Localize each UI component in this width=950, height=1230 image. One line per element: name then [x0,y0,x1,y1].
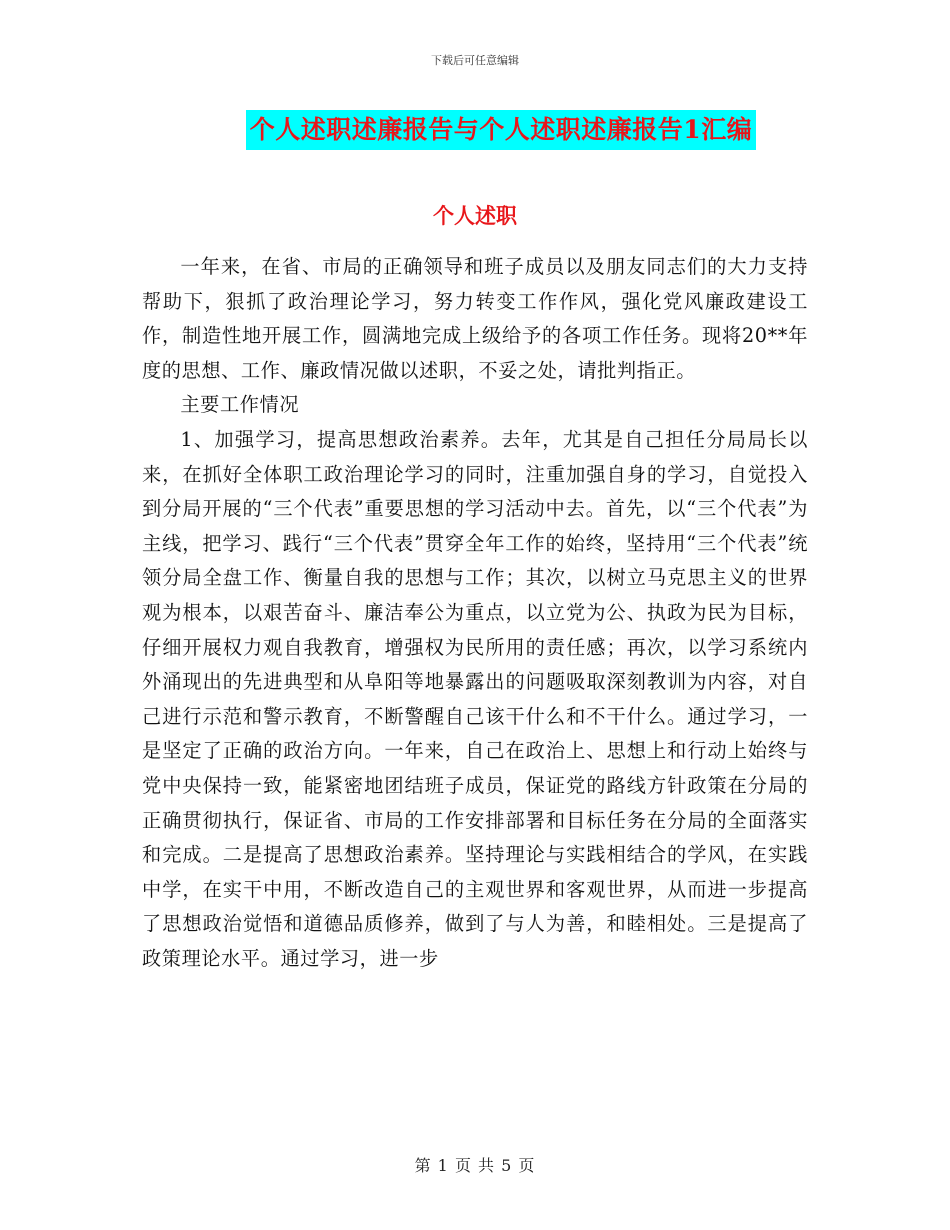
page-number-footer: 第 1 页 共 5 页 [414,1156,536,1175]
title-container [0,110,950,150]
paragraph-intro: 一年来，在省、市局的正确领导和班子成员以及朋友同志们的大力支持帮助下，狠抓了政治理论学习，努力转变工作作风，强化党风廉政建设工作，制造性地开展工作，圆满地完成上级给予的各项工作任务。现将20**年度的思想、工作、廉政情况做以述职，不妥之处，请批判指正。 [142,255,808,382]
section-subtitle: 个人述职 [433,203,517,228]
paragraph-heading-main-work: 主要工作情况 [180,393,300,417]
document-title: 个人述职述廉报告与个人述职述廉报告1汇编 [246,110,756,150]
page-header-note: 下载后可任意编辑 [431,54,519,67]
paragraph-study: 1、加强学习，提高思想政治素养。去年，尤其是自己担任分局局长以来，在抓好全体职工政治理论学习的同时，注重加强自身的学习，自觉投入到分局开展的“三个代表”重要思想的学习活动中去。首先，以“三个代表”为主线，把学习、践行“三个代表”贯穿全年工作的始终，坚持用“三个代表”统领分局全盘工作、衡量自我的思想与工作；其次，以树立马克思主义的世界观为根本，以艰苦奋斗、廉洁奉公为重点，以立党为公、执政为民为目标，仔细开展权力观自我教育，增强权为民所用的责任感；再次，以学习系统内外涌现出的先进典型和从阜阳等地暴露出的问题吸取深刻教训为内容，对自己进行示范和警示教育，不断警醒自己该干什么和不干什么。通过学习，一是坚定了正确的政治方向。一年来，自己在政治上、思想上和行动上始终与党中央保持一致，能紧密地团结班子成员，保证党的路线方针政策在分局的正确贯彻执行，保证省、市局的工作安排部署和目标任务在分局的全面落实和完成。二是提高了思想政治素养。坚持理论与实践相结合的学风，在实践中学，在实干中用，不断改造自己的主观世界和客观世界，从而进一步提高了思想政治觉悟和道德品质修养，做到了与人为善，和睦相处。三是提高了政策理论水平。通过学习，进一步 [142,427,808,970]
document-body [142,250,808,976]
